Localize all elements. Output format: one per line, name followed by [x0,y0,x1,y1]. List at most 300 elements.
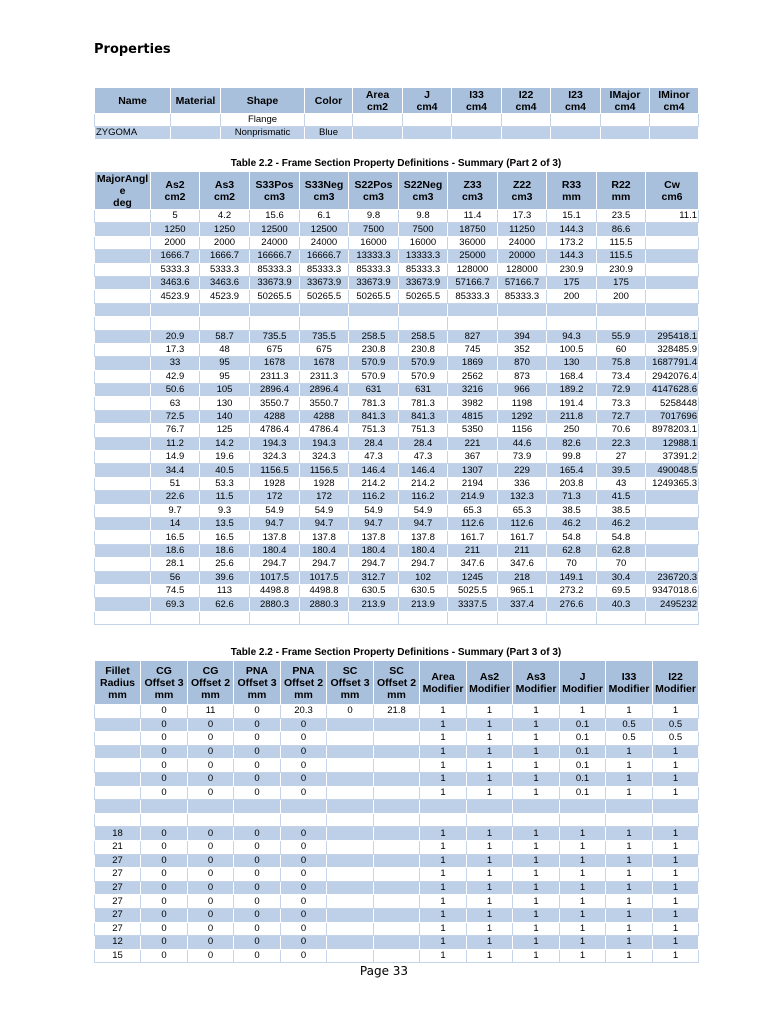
table-cell: 4.2 [200,210,250,223]
table-cell: 25.6 [200,558,250,571]
table-cell: 53.3 [200,477,250,490]
table-cell: 0 [234,732,281,746]
table-cell: 9347018.6 [646,584,699,597]
table-cell: 631 [399,384,448,397]
table-cell [95,544,151,557]
table-cell: 394 [498,330,547,343]
table-cell: 0 [234,949,281,963]
table-cell: 1 [420,718,467,732]
table-cell [374,813,420,827]
table-cell: 137.8 [349,531,399,544]
table-cell: 2896.4 [300,384,349,397]
table-cell: 213.9 [349,598,399,611]
table-row [95,223,699,236]
table-cell [353,114,403,127]
table-cell: 0 [281,922,327,936]
table-row [95,210,699,223]
table-row [95,584,699,597]
table-cell: 30.4 [597,571,646,584]
table-cell: 1017.5 [250,571,300,584]
table-cell: 16666.7 [250,250,300,263]
column-header: IMajor cm4 [601,88,650,114]
table-cell [305,114,353,127]
table-cell: 5333.3 [151,263,200,276]
table-cell: 50.6 [151,384,200,397]
table-cell: 4523.9 [151,290,200,303]
table-cell [95,464,151,477]
table-cell [327,868,374,882]
table-cell [374,718,420,732]
table-cell [498,303,547,316]
table-cell: 5350 [448,424,498,437]
table-cell: 8978203.1 [646,424,699,437]
table-cell [374,827,420,841]
table-cell: 218 [498,571,547,584]
table-cell: 1 [560,868,606,882]
table-cell: 1678 [300,357,349,370]
table-cell: 82.6 [547,437,597,450]
table-cell [95,584,151,597]
table-cell [95,745,141,759]
table-cell: 751.3 [349,424,399,437]
table-cell: 73.4 [597,370,646,383]
table-cell: 0 [141,732,188,746]
table-cell: 11.5 [200,491,250,504]
table-cell: 0 [141,745,188,759]
table-cell: 751.3 [399,424,448,437]
table-cell: 1 [467,936,513,950]
table-cell: 0 [188,881,234,895]
table-cell: 1198 [498,397,547,410]
table-row [95,881,699,895]
table-cell: 2495232 [646,598,699,611]
table-cell: 2896.4 [250,384,300,397]
table-cell: Blue [305,127,353,140]
table-cell: 276.6 [547,598,597,611]
table-cell: 4288 [250,410,300,423]
table-cell [399,611,448,624]
table-cell: 95 [200,370,250,383]
table-cell: 1 [420,922,467,936]
table-cell: 229 [498,464,547,477]
table-cell: 94.3 [547,330,597,343]
table-cell [95,343,151,356]
table-cell: 1 [560,908,606,922]
table-cell: 1 [606,908,653,922]
table-cell: 0 [234,908,281,922]
table-cell [327,745,374,759]
column-header: I23 cm4 [551,88,601,114]
table-cell: 27 [95,922,141,936]
table-cell: 328485.9 [646,343,699,356]
table-cell [374,854,420,868]
table-cell [374,800,420,814]
table-cell: 1156 [498,424,547,437]
table-cell: 211.8 [547,410,597,423]
table-cell: 1 [653,868,699,882]
table-cell: 0 [281,772,327,786]
table-cell: 54.9 [349,504,399,517]
column-header: R22 mm [597,172,646,210]
table-row [95,786,699,800]
column-header: S22Pos cm3 [349,172,399,210]
column-header: Shape [221,88,305,114]
column-header: IMinor cm4 [650,88,699,114]
table-cell: 1 [560,881,606,895]
table-cell: 0 [188,949,234,963]
table-cell [374,895,420,909]
table-row [95,544,699,557]
table-cell: 966 [498,384,547,397]
table-cell [250,303,300,316]
table-cell: 14.2 [200,437,250,450]
table-cell: 20.9 [151,330,200,343]
table-cell: 11.4 [448,210,498,223]
table-cell: 28.4 [349,437,399,450]
table-cell [95,424,151,437]
column-header: Z22 cm3 [498,172,547,210]
table-cell: 85333.3 [448,290,498,303]
table-cell [141,813,188,827]
table-cell: 27 [597,451,646,464]
table-cell: 0.5 [653,732,699,746]
table-cell: 1 [420,732,467,746]
table-cell: 0 [234,922,281,936]
table-row [95,384,699,397]
table-cell: 24000 [498,236,547,249]
table-cell: 0 [188,772,234,786]
table-cell [653,800,699,814]
table-cell: 1 [560,854,606,868]
table-cell: 180.4 [250,544,300,557]
table-cell: 230.9 [597,263,646,276]
table-cell: 1 [513,786,560,800]
table-cell: 1156.5 [300,464,349,477]
table-cell: 347.6 [498,558,547,571]
table-row [95,908,699,922]
table-cell [374,772,420,786]
table-cell: 1 [606,827,653,841]
table-cell: 23.5 [597,210,646,223]
table-cell: 1 [513,705,560,719]
table-cell: 0 [234,854,281,868]
table-cell: 214.2 [349,477,399,490]
table-cell: 42.9 [151,370,200,383]
table-cell [646,303,699,316]
table-cell: 24000 [250,236,300,249]
table-cell: 1928 [250,477,300,490]
table-cell: 0 [141,772,188,786]
table-cell: 0 [188,854,234,868]
table-cell: 0.1 [560,786,606,800]
table-cell: 44.6 [498,437,547,450]
table-cell: 221 [448,437,498,450]
table-cell [300,611,349,624]
table-cell: 9.7 [151,504,200,517]
table-cell: 17.3 [151,343,200,356]
table-cell: 1 [467,745,513,759]
table-cell: 0 [234,840,281,854]
table-cell [95,303,151,316]
table-cell [646,223,699,236]
table-cell: 85333.3 [250,263,300,276]
table-cell: 1249365.3 [646,477,699,490]
table-cell: 33 [151,357,200,370]
table-cell: 1 [653,881,699,895]
table-cell: 1 [467,759,513,773]
table-cell: 0 [281,895,327,909]
table-cell [646,531,699,544]
table-cell [188,800,234,814]
table-cell: 1 [513,718,560,732]
table-cell: 1 [420,908,467,922]
column-header: J cm4 [403,88,452,114]
table-cell: 27 [95,895,141,909]
table-cell [467,800,513,814]
table-cell: 94.7 [250,517,300,530]
table-row [95,854,699,868]
table-cell [551,127,601,140]
table-row [95,464,699,477]
table-cell [95,263,151,276]
column-header: PNA Offset 2 mm [281,661,327,705]
table-cell: 50265.5 [349,290,399,303]
table-cell: 175 [547,276,597,289]
table-cell [171,127,221,140]
table-cell [467,813,513,827]
table-cell: 39.6 [200,571,250,584]
table-cell [551,114,601,127]
table-cell: Nonprismatic [221,127,305,140]
table-cell: 1245 [448,571,498,584]
table-cell [399,303,448,316]
table-cell: Flange [221,114,305,127]
table-cell: 27 [95,854,141,868]
table-cell: 337.4 [498,598,547,611]
table-cell: 180.4 [300,544,349,557]
table-cell: 1 [420,705,467,719]
table-cell [95,384,151,397]
table-cell: 0 [188,936,234,950]
table-cell: 873 [498,370,547,383]
table-cell: 1666.7 [151,250,200,263]
table-cell: 54.9 [399,504,448,517]
table-cell: 65.3 [498,504,547,517]
table-cell: 0 [141,868,188,882]
table-cell: 33673.9 [300,276,349,289]
table-cell [95,491,151,504]
column-header: Material [171,88,221,114]
table-cell: 70 [547,558,597,571]
frame-section-part2-table [94,171,699,625]
column-header: S33Neg cm3 [300,172,349,210]
table-cell [327,854,374,868]
table-cell: 0 [234,827,281,841]
table-cell: 33673.9 [399,276,448,289]
table-cell: 72.7 [597,410,646,423]
table-cell: 21.8 [374,705,420,719]
table-row [95,250,699,263]
table-cell: 85333.3 [300,263,349,276]
table-cell [151,611,200,624]
table-cell: 60 [597,343,646,356]
table-cell: 0 [281,840,327,854]
table-cell [597,611,646,624]
table-cell: 105 [200,384,250,397]
table-cell [151,317,200,330]
table-cell: 735.5 [300,330,349,343]
table-row [95,276,699,289]
table-cell: 11.1 [646,210,699,223]
table-cell: 1 [560,840,606,854]
column-header: As3 cm2 [200,172,250,210]
table-row [95,317,699,330]
table-cell: 20000 [498,250,547,263]
column-header: Z33 cm3 [448,172,498,210]
table-cell: 25000 [448,250,498,263]
table-cell: 24000 [300,236,349,249]
table-row [95,800,699,814]
table-cell [498,317,547,330]
page-number: Page 33 [359,964,409,978]
table-row [95,813,699,827]
table-row [95,127,699,140]
column-header: Color [305,88,353,114]
table-cell: 50265.5 [250,290,300,303]
table-cell: 630.5 [349,584,399,597]
table-cell: 70 [597,558,646,571]
table-cell [513,813,560,827]
table-cell [374,840,420,854]
table-cell: 312.7 [349,571,399,584]
table-cell: 28.4 [399,437,448,450]
table-cell [327,718,374,732]
table-cell: 236720.3 [646,571,699,584]
table-cell [141,800,188,814]
table-cell: 1 [653,759,699,773]
table-cell [95,531,151,544]
table-cell [448,303,498,316]
table-cell: 1 [606,936,653,950]
table-cell: 39.5 [597,464,646,477]
table-cell: 294.7 [349,558,399,571]
table-cell: 0 [141,840,188,854]
table-cell [95,517,151,530]
table-cell: 86.6 [597,223,646,236]
table-cell: 1 [513,922,560,936]
table-cell: 1 [606,759,653,773]
table-cell: 0 [281,854,327,868]
table-cell: 781.3 [349,397,399,410]
table-cell [646,558,699,571]
table-cell: 56 [151,571,200,584]
table-cell: 1 [467,854,513,868]
table-cell: 2562 [448,370,498,383]
table-row [95,236,699,249]
table-cell: 0 [141,908,188,922]
table-cell: 1 [606,881,653,895]
table-cell [327,922,374,936]
table-cell [452,127,502,140]
table-row [95,922,699,936]
table-row [95,745,699,759]
table-cell [374,949,420,963]
table-cell: 1 [513,854,560,868]
table-cell: 115.5 [597,236,646,249]
table-cell [399,317,448,330]
table-cell: 2311.3 [300,370,349,383]
table-cell: 16000 [399,236,448,249]
table-cell: 175 [597,276,646,289]
table-cell: 99.8 [547,451,597,464]
table-cell: 1 [606,922,653,936]
table-cell: 0.5 [606,718,653,732]
table-cell [646,290,699,303]
table-cell [250,611,300,624]
table-row [95,732,699,746]
table-cell: 1 [560,936,606,950]
table-cell [547,611,597,624]
table-cell: 62.8 [547,544,597,557]
table-cell: 5025.5 [448,584,498,597]
table-cell: 1687791.4 [646,357,699,370]
table-cell [95,477,151,490]
table-row [95,357,699,370]
table-cell [200,611,250,624]
table-row [95,477,699,490]
page-heading: Properties [94,42,171,57]
table-cell: 336 [498,477,547,490]
table-cell: 324.3 [250,451,300,464]
table-cell: 50265.5 [399,290,448,303]
table-cell: 230.8 [399,343,448,356]
column-header: MajorAngl e deg [95,172,151,210]
table-cell: 1 [513,840,560,854]
table-row [95,370,699,383]
table-cell: 0 [234,759,281,773]
table-cell: 189.2 [547,384,597,397]
table-cell: 9.8 [399,210,448,223]
table-cell: 295418.1 [646,330,699,343]
table-cell: 3463.6 [200,276,250,289]
table-cell: 4147628.6 [646,384,699,397]
table-cell: 1928 [300,477,349,490]
table-row [95,611,699,624]
table-cell: 258.5 [399,330,448,343]
table-cell: 0 [188,868,234,882]
table-cell [374,936,420,950]
table-cell [327,881,374,895]
table-cell: 172 [300,491,349,504]
table-cell: 16000 [349,236,399,249]
table-cell: 9.8 [349,210,399,223]
table-cell: 43 [597,477,646,490]
table-cell: 0 [281,745,327,759]
table-cell [95,813,141,827]
table-cell: 258.5 [349,330,399,343]
table-cell: 9.3 [200,504,250,517]
table-cell: 1 [467,786,513,800]
table-cell: 33673.9 [349,276,399,289]
table-cell: 116.2 [399,491,448,504]
table-cell [448,317,498,330]
table-cell [646,491,699,504]
table-cell [281,800,327,814]
table-cell: 137.8 [300,531,349,544]
table-cell: 1 [420,772,467,786]
table-cell: 3982 [448,397,498,410]
table-cell: 1 [606,745,653,759]
